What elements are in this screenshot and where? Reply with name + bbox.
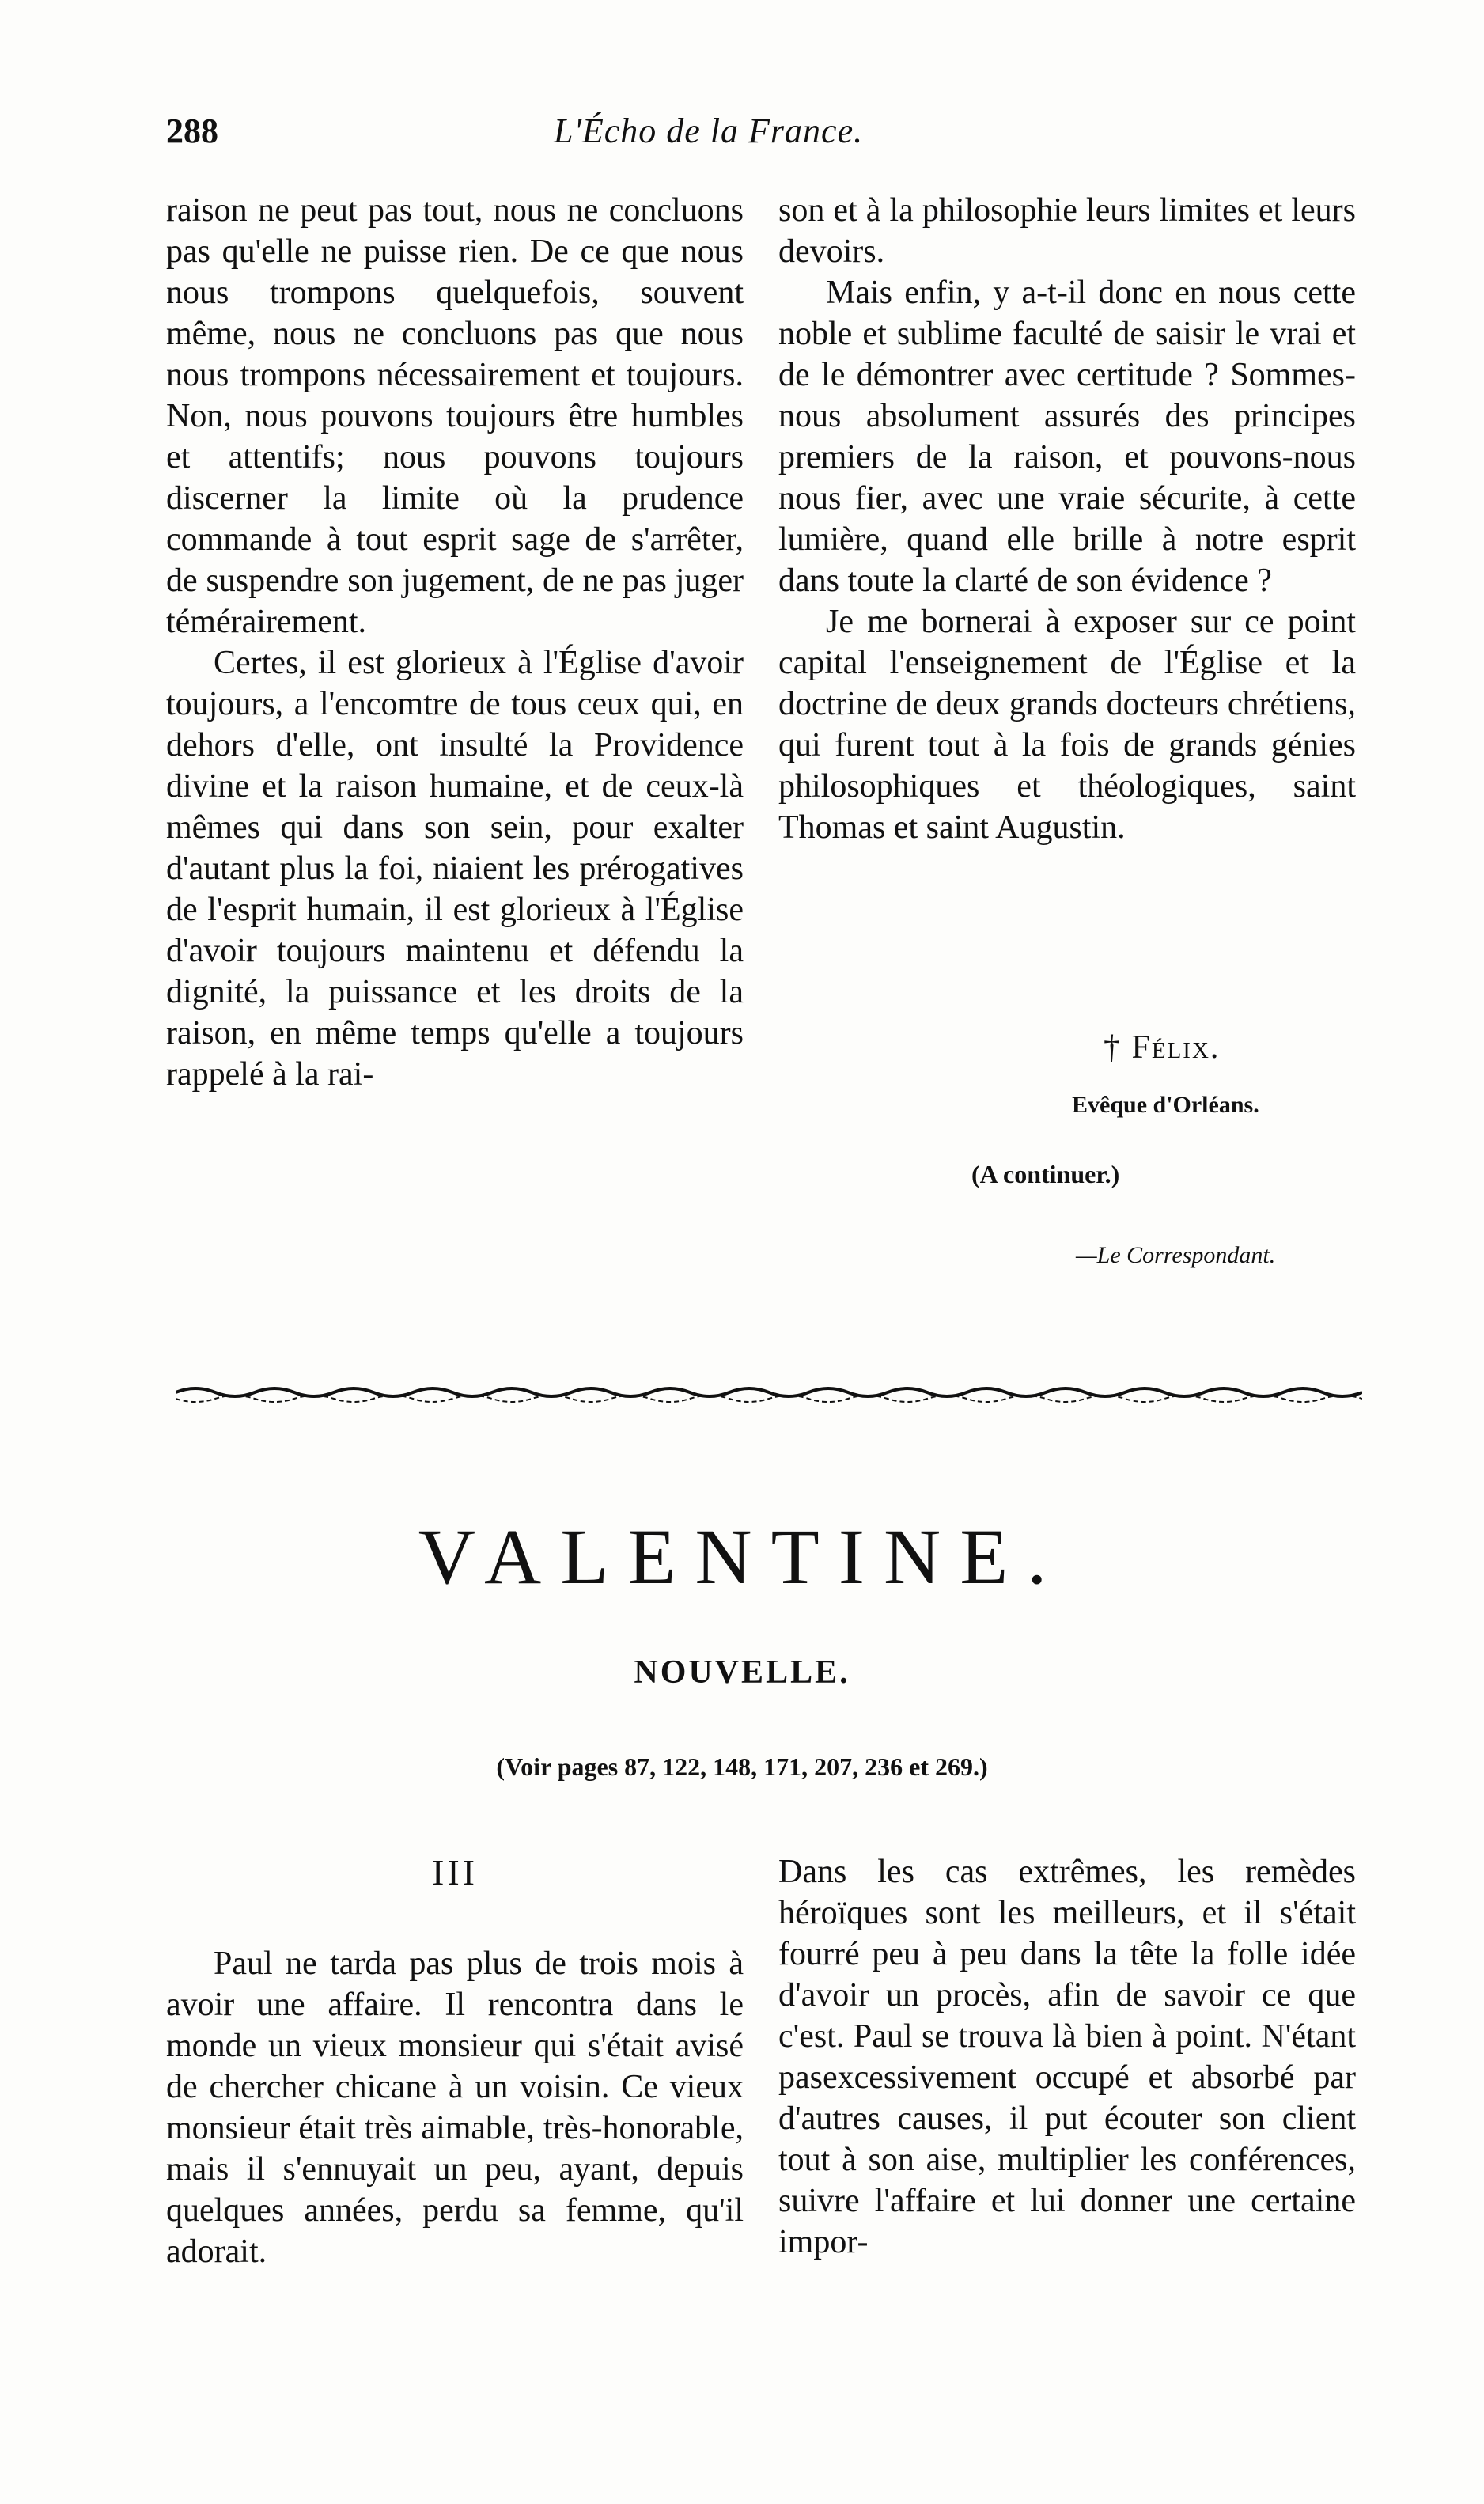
article-column-left xyxy=(166,190,744,1095)
story-title: VALENTINE. xyxy=(418,1513,1066,1601)
continued-note: (A continuer.) xyxy=(971,1160,1120,1188)
signature-name: † Félix. xyxy=(1104,1029,1221,1066)
paragraph: Je me bornerai à exposer sur ce point capital l'enseignement de l'Église et la doctrine de deux grands docteurs chrétiens, qui furent tout à la fois de grands génies philosophiques et théologiques, saint Thomas et saint Augustin. xyxy=(778,604,1356,846)
paragraph: son et à la philosophie leurs limites et leurs devoirs. xyxy=(778,192,1356,270)
paragraph: Certes, il est glorieux à l'Église d'avoir toujours, a l'encomtre de tous ceux qui, en dehors d'elle, ont insulté la Providence divine et la raison humaine, et de ceux-là mêmes qui dans son sein, pour exalter d'autant plus la foi, niaient les prérogatives de l'esprit humain, il est glorieux à l'Église d'avoir toujours maintenu et défendu la dignité, la puissance et les droits de la raison, en même temps qu'elle a toujours rappelé à la rai- xyxy=(166,645,744,1093)
story-column-left xyxy=(166,1943,744,2272)
signature-title: Evêque d'Orléans. xyxy=(1072,1092,1259,1118)
source-credit: —Le Correspondant. xyxy=(1076,1242,1276,1268)
article-column-right xyxy=(778,190,1356,848)
page-number: 288 xyxy=(166,112,218,150)
paragraph: raison ne peut pas tout, nous ne concluons pas qu'elle ne puisse rien. De ce que nous nous trompons quelquefois, souvent même, nous ne concluons pas que nous nous trompons nécessairement et toujours. Non, nous pouvons toujours être humbles et attentifs; nous pouvons toujours discerner la limite où la prudence commande à tout esprit sage de s'arrêter, de suspendre son jugement, de ne pas juger témérairement. xyxy=(166,192,744,640)
ornamental-divider xyxy=(176,1383,1362,1407)
page-header xyxy=(166,111,1353,158)
paragraph: Dans les cas extrêmes, les remèdes héroïques sont les meilleurs, et il s'était fourré peu à peu dans la tête la folle idée d'avoir un procès, afin de savoir ce que c'est. Paul se trouva là bien à point. N'étant pasexcessivement occupé et absorbé par d'autres causes, il put écouter son client tout à son aise, multiplier les conférences, suivre l'affaire et lui donner une certaine impor- xyxy=(778,1854,1356,2260)
running-title: L'Écho de la France. xyxy=(554,112,864,150)
story-page-references: (Voir pages 87, 122, 148, 171, 207, 236 et 269.) xyxy=(496,1752,988,1781)
paragraph: Mais enfin, y a-t-il donc en nous cette noble et sublime faculté de saisir le vrai et de le démontrer avec certitude ? Sommes-nous absolument assurés des principes premiers de la raison, et pouvons-nous nous fier, avec une vraie sécurite, à cette lumière, quand elle brille à notre esprit dans toute la clarté de son évidence ? xyxy=(778,275,1356,599)
story-column-right xyxy=(778,1851,1356,2263)
paragraph: Paul ne tarda pas plus de trois mois à avoir une affaire. Il rencontra dans le monde un vieux monsieur qui s'était avisé de chercher chicane à un voisin. Ce vieux monsieur était très aimable, très-honorable, mais il s'ennuyait un peu, ayant, depuis quelques années, perdu sa femme, qu'il adorait. xyxy=(166,1945,744,2270)
section-number: III xyxy=(432,1852,478,1892)
story-subtitle: NOUVELLE. xyxy=(634,1654,850,1691)
